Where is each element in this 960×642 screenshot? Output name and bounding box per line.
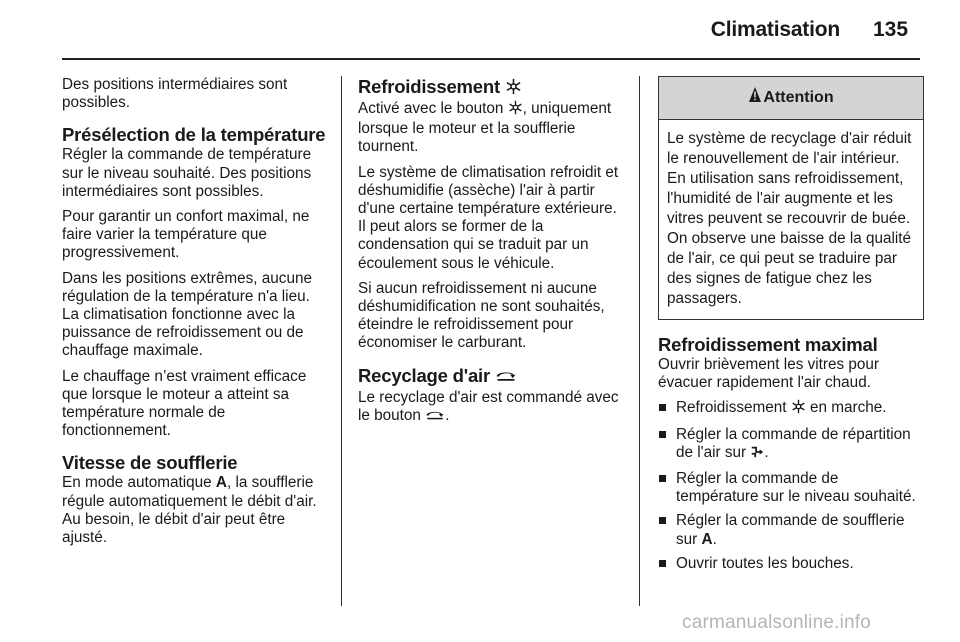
preselect-paragraph-1: Régler la commande de température sur le niveau souhaité. Des positions intermédiaires sont possibles. [62, 146, 312, 200]
list-item [658, 399, 924, 419]
snowflake-icon [505, 78, 522, 100]
snowflake-icon [508, 100, 523, 120]
section-title: Climatisation [710, 18, 840, 41]
bullet-square [659, 431, 666, 438]
page-number: 135 [873, 18, 909, 41]
step-3-text: Régler la commande de température sur le niveau souhaité. [676, 470, 916, 506]
max-cooling-paragraph: Ouvrir brièvement les vitres pour évacuer rapidement l'air chaud. [658, 356, 880, 392]
recirc-heading [358, 365, 626, 389]
step-2-text-b: . [764, 443, 769, 461]
air-distribution-icon [750, 445, 764, 464]
warning-triangle-icon [748, 86, 762, 109]
fan-text-a: En mode automatique [62, 474, 216, 492]
column-divider-2 [639, 76, 640, 606]
cooling-paragraph-1 [358, 100, 626, 157]
list-item [658, 555, 924, 573]
step-5-text: Ouvrir toutes les bouches. [676, 554, 854, 572]
intro-text: Des positions intermédiaires sont possibles. [62, 76, 288, 112]
recirculation-icon [425, 409, 445, 427]
step-2-text-a: Régler la commande de répartition de l'air sur [676, 425, 911, 461]
steps-list [658, 399, 924, 573]
cooling-heading-text: Refroidissement [358, 76, 500, 97]
bullet-square [659, 404, 666, 411]
recirc-paragraph [358, 389, 626, 427]
bullet-square [659, 560, 666, 567]
recirc-heading-text: Recyclage d'air [358, 364, 491, 386]
cooling-heading [358, 76, 626, 100]
warning-box [658, 76, 924, 320]
auto-mode-letter: A [701, 530, 713, 548]
auto-mode-letter: A [215, 474, 227, 492]
list-item [658, 426, 924, 464]
cooling-text-a: Activé avec le bouton [358, 100, 508, 117]
recirc-text-b: . [445, 406, 450, 424]
header-divider [62, 58, 920, 60]
list-item [658, 470, 924, 506]
column-3 [658, 76, 924, 579]
step-1-text-a: Refroidissement [676, 399, 791, 417]
max-cooling-heading: Refroidissement maximal [658, 334, 878, 355]
preselect-paragraph-4: Le chauffage n’est vraiment efficace que lorsque le moteur a atteint sa température normale de fonctionnement. [62, 367, 307, 440]
fan-heading: Vitesse de soufflerie [62, 452, 238, 474]
bullet-square [659, 475, 666, 482]
column-1 [62, 76, 330, 547]
warning-text: Le système de recyclage d'air réduit le renouvellement de l'air intérieur. En utilisation sans refroidissement, l'humidité de l'air augmente et les vitres peuvent se recouvrir de buée. On observe une baisse de la qualité de l'air, ce qui peut se traduire par des signes de fatigue chez les passagers. [667, 130, 912, 307]
cooling-paragraph-2: Le système de climatisation refroidit et déshumidifie (assèche) l'air à partir d'une certaine température extérieure. Il peut alors se former de la condensation qui se traduit par un écoulement sous le véhicule. [358, 163, 619, 272]
preselect-paragraph-3: Dans les positions extrêmes, aucune régulation de la température n'a lieu. La climatisation fonctionne avec la puissance de refroidissement ou de chauffage maximale. [62, 269, 312, 360]
warning-header [659, 77, 923, 120]
cooling-paragraph-3: Si aucun refroidissement ni aucune déshumidification ne sont souhaités, éteindre le refroidissement pour économiser le carburant. [358, 279, 605, 352]
snowflake-icon [791, 399, 806, 419]
preselect-paragraph-2: Pour garantir un confort maximal, ne faire varier la température que progressivement. [62, 208, 310, 262]
recirculation-icon [495, 367, 517, 389]
list-item [658, 512, 924, 548]
column-divider-1 [341, 76, 342, 606]
watermark: carmanualsonline.info [682, 612, 872, 633]
column-2 [358, 76, 626, 427]
fan-text-c: , la soufflerie régule automatiquement le débit d'air. Au besoin, le débit d'air peut être ajusté. [62, 474, 317, 547]
bullet-square [659, 517, 666, 524]
step-4-text-c: . [712, 530, 717, 548]
fan-paragraph [62, 474, 330, 547]
preselect-heading: Présélection de la température [62, 124, 326, 146]
recirc-text-a: Le recyclage d'air est commandé avec le bouton [358, 388, 619, 424]
step-1-text-b: en marche. [805, 399, 887, 417]
cooling-text-b: , uniquement lorsque le moteur et la soufflerie tournent. [358, 100, 612, 156]
warning-title: Attention [763, 88, 834, 106]
step-4-text-a: Régler la commande de soufflerie sur [676, 512, 905, 548]
